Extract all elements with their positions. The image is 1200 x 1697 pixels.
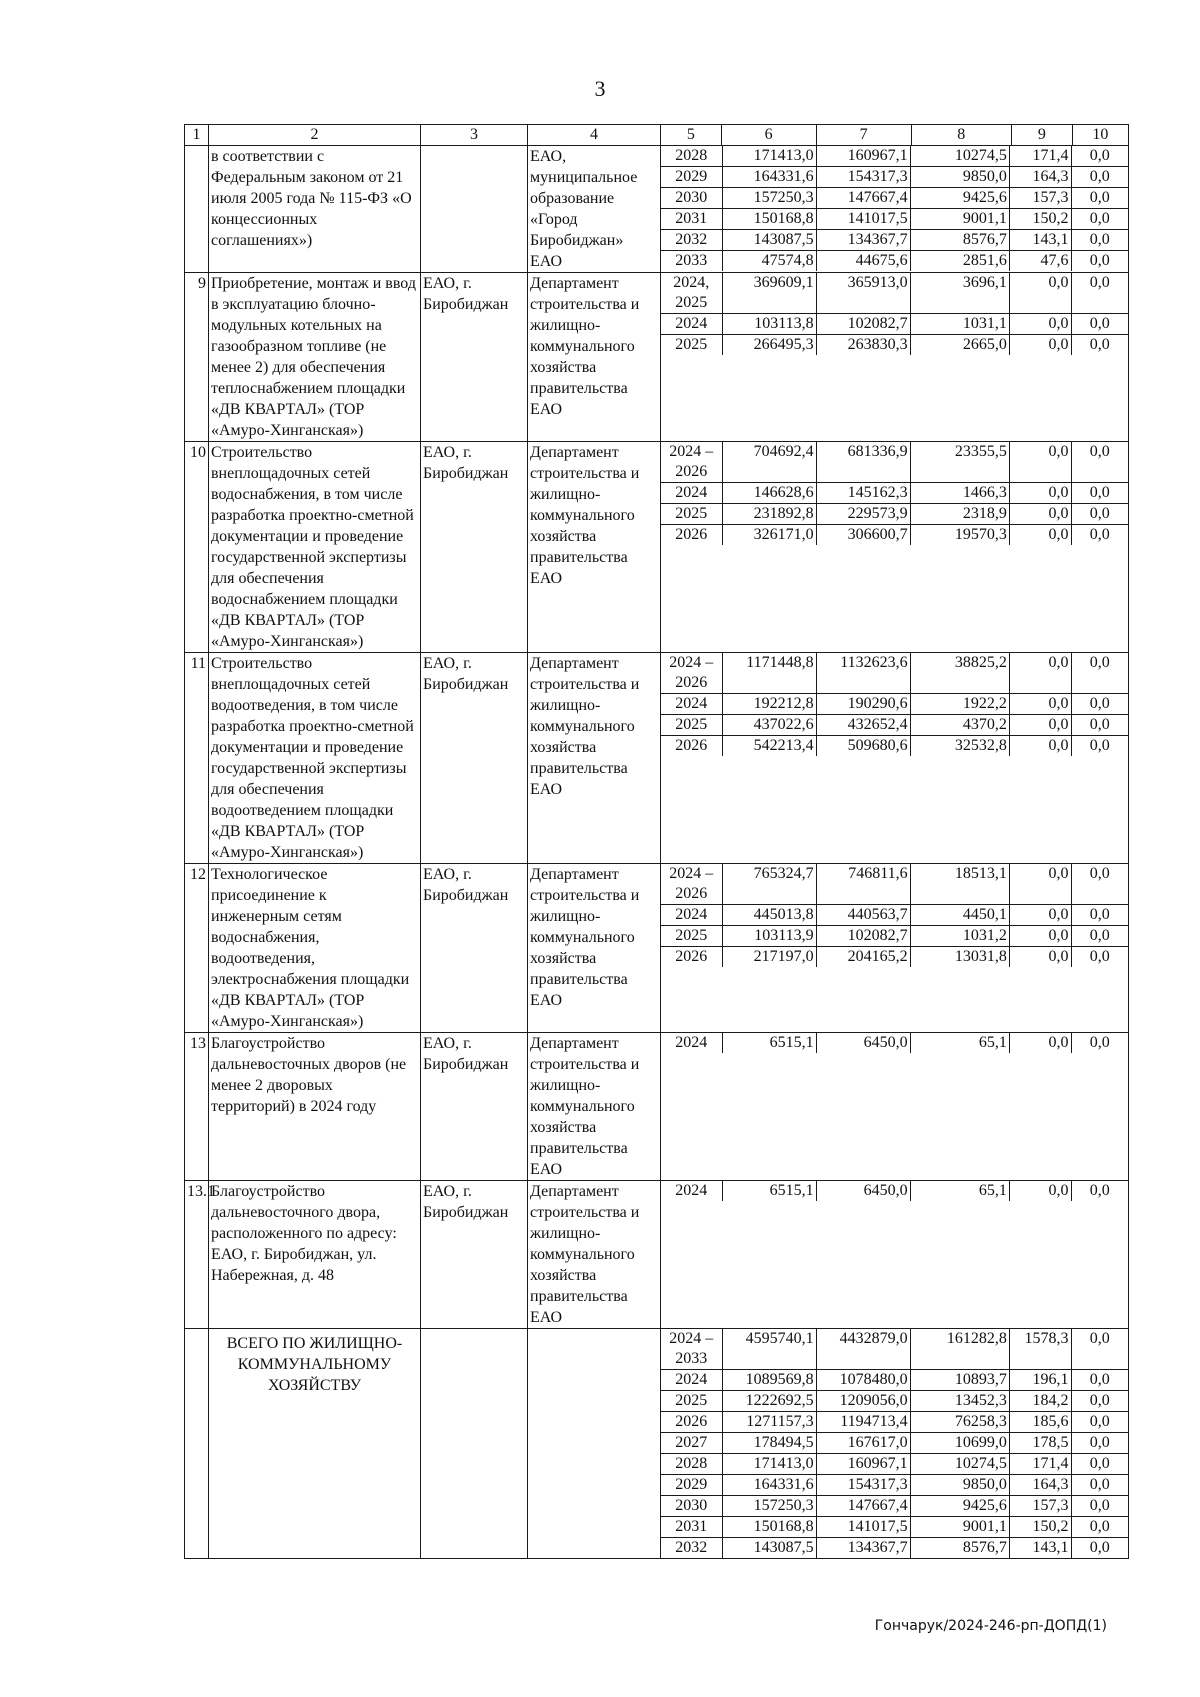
total-amount-cell: 178494,5 [722, 1433, 816, 1454]
regional-amount-cell: 1031,2 [910, 926, 1009, 947]
funding-years-cell [661, 146, 1129, 273]
other-amount-cell: 0,0 [1071, 715, 1128, 736]
municipal-amount-cell: 0,0 [1009, 694, 1071, 715]
regional-amount-cell: 10893,7 [910, 1370, 1009, 1391]
empty-cell [421, 1329, 528, 1559]
funding-year-row [661, 947, 1128, 968]
period-cell: 2025 [661, 715, 722, 736]
total-amount-cell: 6515,1 [722, 1181, 816, 1201]
period-cell: 2024 – 2026 [669, 443, 714, 480]
regional-amount-cell: 10699,0 [910, 1433, 1009, 1454]
table-row [185, 273, 1129, 442]
empty-cell [528, 1329, 661, 1559]
period-cell: 2026 [661, 947, 722, 968]
federal-amount-cell: 1132623,6 [816, 653, 910, 694]
municipal-amount-cell: 0,0 [1009, 905, 1071, 926]
federal-amount-cell: 102082,7 [816, 926, 910, 947]
funding-year-row [661, 188, 1128, 209]
total-amount-cell: 157250,3 [722, 188, 816, 209]
other-amount-cell: 0,0 [1071, 483, 1128, 504]
total-amount-cell: 103113,9 [722, 926, 816, 947]
territory: ЕАО, г. Биробиджан [421, 1181, 528, 1329]
total-amount-cell: 157250,3 [722, 1496, 816, 1517]
federal-amount-cell: 746811,6 [816, 864, 910, 905]
period-cell: 2033 [661, 251, 722, 272]
total-amount-cell: 150168,8 [722, 209, 816, 230]
municipal-amount-cell: 157,3 [1009, 1496, 1071, 1517]
period-cell: 2026 [661, 736, 722, 757]
total-amount-cell: 146628,6 [722, 483, 816, 504]
funding-year-row [661, 905, 1128, 926]
regional-amount-cell: 1031,1 [910, 314, 1009, 335]
funding-years-cell [661, 1033, 1129, 1181]
responsible-executor: Департамент строительства и жилищно-коммунального хозяйства правительства ЕАО [528, 273, 661, 442]
other-amount-cell: 0,0 [1071, 525, 1128, 546]
federal-amount-cell: 432652,4 [816, 715, 910, 736]
other-amount-cell: 0,0 [1071, 947, 1128, 968]
federal-amount-cell: 440563,7 [816, 905, 910, 926]
other-amount-cell: 0,0 [1071, 1454, 1128, 1475]
table-row [185, 1181, 1129, 1329]
funding-year-row [661, 1475, 1128, 1496]
federal-amount-cell: 509680,6 [816, 736, 910, 757]
federal-amount-cell: 134367,7 [816, 1538, 910, 1559]
header-cell: 10 [1072, 125, 1128, 145]
municipal-amount-cell: 0,0 [1009, 273, 1071, 314]
other-amount-cell: 0,0 [1071, 209, 1128, 230]
federal-amount-cell: 145162,3 [816, 483, 910, 504]
municipal-amount-cell: 0,0 [1009, 926, 1071, 947]
measure-description: Благоустройство дальневосточного двора, расположенного по адресу: ЕАО, г. Биробиджан, ул. Набережная, д. 48 [209, 1181, 421, 1329]
other-amount-cell: 0,0 [1071, 146, 1128, 167]
period-cell: 2025 [661, 1391, 722, 1412]
period-cell: 2024, 2025 [673, 274, 710, 311]
responsible-executor: Департамент строительства и жилищно-коммунального хозяйства правительства ЕАО [528, 864, 661, 1033]
regional-amount-cell: 9850,0 [910, 167, 1009, 188]
federal-amount-cell: 154317,3 [816, 167, 910, 188]
other-amount-cell: 0,0 [1071, 1391, 1128, 1412]
financing-table [184, 124, 1129, 1559]
regional-amount-cell: 9425,6 [910, 1496, 1009, 1517]
regional-amount-cell: 8576,7 [910, 230, 1009, 251]
funding-year-row [661, 1391, 1128, 1412]
other-amount-cell: 0,0 [1071, 1433, 1128, 1454]
period-cell: 2025 [661, 335, 722, 356]
territory: ЕАО, г. Биробиджан [421, 273, 528, 442]
federal-amount-cell: 160967,1 [816, 1454, 910, 1475]
federal-amount-cell: 134367,7 [816, 230, 910, 251]
period-cell: 2024 – 2033 [669, 1330, 714, 1367]
row-number: 9 [185, 273, 209, 442]
total-amount-cell: 231892,8 [722, 504, 816, 525]
header-cell: 9 [1011, 125, 1072, 145]
other-amount-cell: 0,0 [1071, 314, 1128, 335]
regional-amount-cell: 4370,2 [910, 715, 1009, 736]
regional-amount-cell: 9001,1 [910, 209, 1009, 230]
municipal-amount-cell: 0,0 [1009, 525, 1071, 546]
municipal-amount-cell: 164,3 [1009, 1475, 1071, 1496]
federal-amount-cell: 167617,0 [816, 1433, 910, 1454]
funding-year-row [661, 736, 1128, 757]
municipal-amount-cell: 150,2 [1009, 1517, 1071, 1538]
funding-years-cell [661, 653, 1129, 864]
funding-years-cell [661, 1329, 1129, 1559]
period-cell: 2024 [661, 483, 722, 504]
row-number: 10 [185, 442, 209, 653]
other-amount-cell: 0,0 [1071, 1033, 1128, 1053]
funding-year-row [661, 1517, 1128, 1538]
header-cell: 2 [209, 125, 421, 146]
regional-amount-cell: 9850,0 [910, 1475, 1009, 1496]
period-cell: 2024 [675, 1034, 708, 1051]
regional-amount-cell: 23355,5 [910, 442, 1009, 483]
other-amount-cell: 0,0 [1071, 335, 1128, 356]
regional-amount-cell: 9001,1 [910, 1517, 1009, 1538]
total-amount-cell: 4595740,1 [722, 1329, 816, 1370]
table-row [185, 146, 1129, 273]
other-amount-cell: 0,0 [1071, 926, 1128, 947]
responsible-executor: Департамент строительства и жилищно-коммунального хозяйства правительства ЕАО [528, 442, 661, 653]
regional-amount-cell: 65,1 [910, 1033, 1009, 1053]
funding-year-row [661, 1033, 1128, 1053]
regional-amount-cell: 76258,3 [910, 1412, 1009, 1433]
federal-amount-cell: 263830,3 [816, 335, 910, 356]
row-number: 12 [185, 864, 209, 1033]
funding-year-row [661, 230, 1128, 251]
funding-years-cell [661, 1181, 1129, 1329]
municipal-amount-cell: 0,0 [1009, 483, 1071, 504]
total-amount-cell: 150168,8 [722, 1517, 816, 1538]
federal-amount-cell: 141017,5 [816, 209, 910, 230]
period-cell: 2032 [661, 1538, 722, 1559]
total-label: ВСЕГО ПО ЖИЛИЩНО-КОММУНАЛЬНОМУ ХОЗЯЙСТВУ [209, 1329, 421, 1559]
municipal-amount-cell: 1578,3 [1009, 1329, 1071, 1370]
regional-amount-cell: 1922,2 [910, 694, 1009, 715]
municipal-amount-cell: 0,0 [1009, 947, 1071, 968]
other-amount-cell: 0,0 [1071, 905, 1128, 926]
territory: ЕАО, г. Биробиджан [421, 653, 528, 864]
table-row [185, 442, 1129, 653]
federal-amount-cell: 365913,0 [816, 273, 910, 314]
municipal-amount-cell: 0,0 [1009, 335, 1071, 356]
other-amount-cell: 0,0 [1071, 1181, 1128, 1201]
period-cell: 2029 [661, 1475, 722, 1496]
measure-description: Строительство внеплощадочных сетей водоотведения, в том числе разработка проектно-сметной документации и проведение государственной экспертизы для обеспечения водоотведением площадки «ДВ КВАРТАЛ» (ТОР «Амуро-Хинганская») [209, 653, 421, 864]
funding-year-row [661, 926, 1128, 947]
other-amount-cell: 0,0 [1071, 273, 1128, 314]
regional-amount-cell: 65,1 [910, 1181, 1009, 1201]
funding-year-row [661, 314, 1128, 335]
municipal-amount-cell: 0,0 [1009, 1033, 1071, 1053]
regional-amount-cell: 8576,7 [910, 1538, 1009, 1559]
municipal-amount-cell: 0,0 [1009, 504, 1071, 525]
total-amount-cell: 217197,0 [722, 947, 816, 968]
other-amount-cell: 0,0 [1071, 1370, 1128, 1391]
funding-year-row [661, 167, 1128, 188]
total-amount-cell: 437022,6 [722, 715, 816, 736]
municipal-amount-cell: 47,6 [1009, 251, 1071, 272]
total-amount-cell: 143087,5 [722, 230, 816, 251]
regional-amount-cell: 18513,1 [910, 864, 1009, 905]
funding-year-row [661, 273, 1128, 314]
regional-amount-cell: 161282,8 [910, 1329, 1009, 1370]
regional-amount-cell: 2318,9 [910, 504, 1009, 525]
total-amount-cell: 192212,8 [722, 694, 816, 715]
regional-amount-cell: 1466,3 [910, 483, 1009, 504]
funding-year-row [661, 504, 1128, 525]
municipal-amount-cell: 0,0 [1009, 442, 1071, 483]
federal-amount-cell: 190290,6 [816, 694, 910, 715]
period-cell: 2029 [661, 167, 722, 188]
funding-year-row [661, 209, 1128, 230]
total-row [185, 1329, 1129, 1559]
total-amount-cell: 326171,0 [722, 525, 816, 546]
funding-year-row [661, 1433, 1128, 1454]
responsible-executor: Департамент строительства и жилищно-коммунального хозяйства правительства ЕАО [528, 653, 661, 864]
period-cell: 2024 [675, 1182, 708, 1199]
responsible-executor: Департамент строительства и жилищно-коммунального хозяйства правительства ЕАО [528, 1181, 661, 1329]
row-number: 13.1 [185, 1181, 209, 1329]
table-row [185, 864, 1129, 1033]
municipal-amount-cell: 143,1 [1009, 1538, 1071, 1559]
other-amount-cell: 0,0 [1071, 864, 1128, 905]
funding-year-row [661, 694, 1128, 715]
total-amount-cell: 143087,5 [722, 1538, 816, 1559]
period-cell: 2031 [661, 209, 722, 230]
regional-amount-cell: 13452,3 [910, 1391, 1009, 1412]
territory: ЕАО, г. Биробиджан [421, 442, 528, 653]
municipal-amount-cell: 0,0 [1009, 715, 1071, 736]
period-cell: 2026 [661, 525, 722, 546]
municipal-amount-cell: 0,0 [1009, 1181, 1071, 1201]
page-number: 3 [594, 76, 606, 101]
federal-amount-cell: 681336,9 [816, 442, 910, 483]
total-amount-cell: 445013,8 [722, 905, 816, 926]
funding-year-row [661, 864, 1128, 905]
municipal-amount-cell: 0,0 [1009, 736, 1071, 757]
header-cell-group [661, 125, 1129, 146]
regional-amount-cell: 38825,2 [910, 653, 1009, 694]
federal-amount-cell: 147667,4 [816, 188, 910, 209]
funding-years-cell [661, 864, 1129, 1033]
measure-description: Технологическое присоединение к инженерным сетям водоснабжения, водоотведения, электроснабжения площадки «ДВ КВАРТАЛ» (ТОР «Амуро-Хинганская») [209, 864, 421, 1033]
territory: ЕАО, г. Биробиджан [421, 1033, 528, 1181]
regional-amount-cell: 3696,1 [910, 273, 1009, 314]
total-amount-cell: 704692,4 [722, 442, 816, 483]
funding-year-row [661, 146, 1128, 167]
period-cell: 2024 – 2026 [669, 654, 714, 691]
regional-amount-cell: 4450,1 [910, 905, 1009, 926]
measure-description: Благоустройство дальневосточных дворов (не менее 2 дворовых территорий) в 2024 году [209, 1033, 421, 1181]
federal-amount-cell: 6450,0 [816, 1033, 910, 1053]
header-cell: 4 [528, 125, 661, 146]
funding-years-cell [661, 273, 1129, 442]
total-amount-cell: 164331,6 [722, 1475, 816, 1496]
other-amount-cell: 0,0 [1071, 1538, 1128, 1559]
funding-year-row [661, 442, 1128, 483]
federal-amount-cell: 1194713,4 [816, 1412, 910, 1433]
empty-cell [185, 1329, 209, 1559]
funding-year-row [661, 715, 1128, 736]
total-amount-cell: 369609,1 [722, 273, 816, 314]
period-cell: 2024 [661, 1370, 722, 1391]
total-amount-cell: 542213,4 [722, 736, 816, 757]
territory [421, 146, 528, 273]
funding-year-row [661, 525, 1128, 546]
total-amount-cell: 765324,7 [722, 864, 816, 905]
federal-amount-cell: 306600,7 [816, 525, 910, 546]
other-amount-cell: 0,0 [1071, 1475, 1128, 1496]
regional-amount-cell: 2665,0 [910, 335, 1009, 356]
total-amount-cell: 1089569,8 [722, 1370, 816, 1391]
municipal-amount-cell: 196,1 [1009, 1370, 1071, 1391]
period-cell: 2025 [661, 926, 722, 947]
other-amount-cell: 0,0 [1071, 1329, 1128, 1370]
other-amount-cell: 0,0 [1071, 694, 1128, 715]
total-amount-cell: 6515,1 [722, 1033, 816, 1053]
row-number [185, 146, 209, 273]
period-cell: 2024 [661, 314, 722, 335]
funding-year-row [661, 251, 1128, 272]
other-amount-cell: 0,0 [1071, 653, 1128, 694]
municipal-amount-cell: 178,5 [1009, 1433, 1071, 1454]
total-amount-cell: 1271157,3 [722, 1412, 816, 1433]
funding-year-row [661, 1329, 1128, 1370]
federal-amount-cell: 147667,4 [816, 1496, 910, 1517]
period-cell: 2026 [661, 1412, 722, 1433]
header-cell: 3 [421, 125, 528, 146]
funding-year-row [661, 1412, 1128, 1433]
municipal-amount-cell: 157,3 [1009, 188, 1071, 209]
other-amount-cell: 0,0 [1071, 251, 1128, 272]
total-amount-cell: 103113,8 [722, 314, 816, 335]
federal-amount-cell: 1209056,0 [816, 1391, 910, 1412]
header-cell: 7 [816, 125, 911, 145]
other-amount-cell: 0,0 [1071, 188, 1128, 209]
period-cell: 2030 [661, 1496, 722, 1517]
other-amount-cell: 0,0 [1071, 504, 1128, 525]
regional-amount-cell: 9425,6 [910, 188, 1009, 209]
regional-amount-cell: 32532,8 [910, 736, 1009, 757]
federal-amount-cell: 229573,9 [816, 504, 910, 525]
header-cell: 8 [911, 125, 1011, 145]
municipal-amount-cell: 0,0 [1009, 314, 1071, 335]
row-number: 11 [185, 653, 209, 864]
header-cell: 5 [686, 126, 695, 143]
period-cell: 2025 [661, 504, 722, 525]
total-amount-cell: 171413,0 [722, 1454, 816, 1475]
period-cell: 2024 [661, 905, 722, 926]
territory: ЕАО, г. Биробиджан [421, 864, 528, 1033]
period-cell: 2031 [661, 1517, 722, 1538]
header-cell: 1 [185, 125, 209, 146]
other-amount-cell: 0,0 [1071, 230, 1128, 251]
regional-amount-cell: 2851,6 [910, 251, 1009, 272]
period-cell: 2027 [661, 1433, 722, 1454]
period-cell: 2024 – 2026 [669, 865, 714, 902]
total-amount-cell: 1171448,8 [722, 653, 816, 694]
funding-year-row [661, 483, 1128, 504]
measure-description: Приобретение, монтаж и ввод в эксплуатацию блочно-модульных котельных на газообразном топливе (не менее 2) для обеспечения теплоснабжением площадки «ДВ КВАРТАЛ» (ТОР «Амуро-Хинганская») [209, 273, 421, 442]
total-amount-cell: 171413,0 [722, 146, 816, 167]
municipal-amount-cell: 171,4 [1009, 146, 1071, 167]
period-cell: 2028 [675, 147, 708, 164]
other-amount-cell: 0,0 [1071, 736, 1128, 757]
regional-amount-cell: 19570,3 [910, 525, 1009, 546]
municipal-amount-cell: 171,4 [1009, 1454, 1071, 1475]
municipal-amount-cell: 143,1 [1009, 230, 1071, 251]
measure-description: Строительство внеплощадочных сетей водоснабжения, в том числе разработка проектно-сметной документации и проведение государственной экспертизы для обеспечения водоснабжением площадки «ДВ КВАРТАЛ» (ТОР «Амуро-Хинганская») [209, 442, 421, 653]
table-header-row [185, 125, 1129, 146]
total-amount-cell: 1222692,5 [722, 1391, 816, 1412]
municipal-amount-cell: 0,0 [1009, 653, 1071, 694]
other-amount-cell: 0,0 [1071, 167, 1128, 188]
funding-year-row [661, 335, 1128, 356]
municipal-amount-cell: 150,2 [1009, 209, 1071, 230]
other-amount-cell: 0,0 [1071, 1496, 1128, 1517]
total-amount-cell: 164331,6 [722, 167, 816, 188]
regional-amount-cell: 13031,8 [910, 947, 1009, 968]
total-amount-cell: 47574,8 [722, 251, 816, 272]
federal-amount-cell: 6450,0 [816, 1181, 910, 1201]
municipal-amount-cell: 164,3 [1009, 167, 1071, 188]
other-amount-cell: 0,0 [1071, 1517, 1128, 1538]
period-cell: 2028 [661, 1454, 722, 1475]
funding-years-cell [661, 442, 1129, 653]
funding-year-row [661, 1538, 1128, 1559]
table-row [185, 653, 1129, 864]
regional-amount-cell: 10274,5 [910, 1454, 1009, 1475]
federal-amount-cell: 160967,1 [816, 146, 910, 167]
funding-year-row [661, 1496, 1128, 1517]
federal-amount-cell: 102082,7 [816, 314, 910, 335]
other-amount-cell: 0,0 [1071, 1412, 1128, 1433]
federal-amount-cell: 4432879,0 [816, 1329, 910, 1370]
responsible-executor: ЕАО, муниципальное образование «Город Биробиджан» ЕАО [528, 146, 661, 273]
period-cell: 2024 [661, 694, 722, 715]
funding-year-row [661, 653, 1128, 694]
responsible-executor: Департамент строительства и жилищно-коммунального хозяйства правительства ЕАО [528, 1033, 661, 1181]
federal-amount-cell: 141017,5 [816, 1517, 910, 1538]
table-row [185, 1033, 1129, 1181]
federal-amount-cell: 204165,2 [816, 947, 910, 968]
municipal-amount-cell: 184,2 [1009, 1391, 1071, 1412]
row-number: 13 [185, 1033, 209, 1181]
header-cell: 6 [721, 125, 816, 145]
regional-amount-cell: 10274,5 [910, 146, 1009, 167]
measure-description: в соответствии с Федеральным законом от 21 июля 2005 года № 115-ФЗ «О концессионных соглашениях») [209, 146, 421, 273]
other-amount-cell: 0,0 [1071, 442, 1128, 483]
federal-amount-cell: 1078480,0 [816, 1370, 910, 1391]
federal-amount-cell: 154317,3 [816, 1475, 910, 1496]
funding-year-row [661, 1181, 1128, 1201]
total-amount-cell: 266495,3 [722, 335, 816, 356]
municipal-amount-cell: 0,0 [1009, 864, 1071, 905]
document-reference: Гончарук/2024-246-рп-ДОПД(1) [874, 1618, 1107, 1634]
federal-amount-cell: 44675,6 [816, 251, 910, 272]
funding-year-row [661, 1454, 1128, 1475]
period-cell: 2030 [661, 188, 722, 209]
period-cell: 2032 [661, 230, 722, 251]
funding-year-row [661, 1370, 1128, 1391]
municipal-amount-cell: 185,6 [1009, 1412, 1071, 1433]
